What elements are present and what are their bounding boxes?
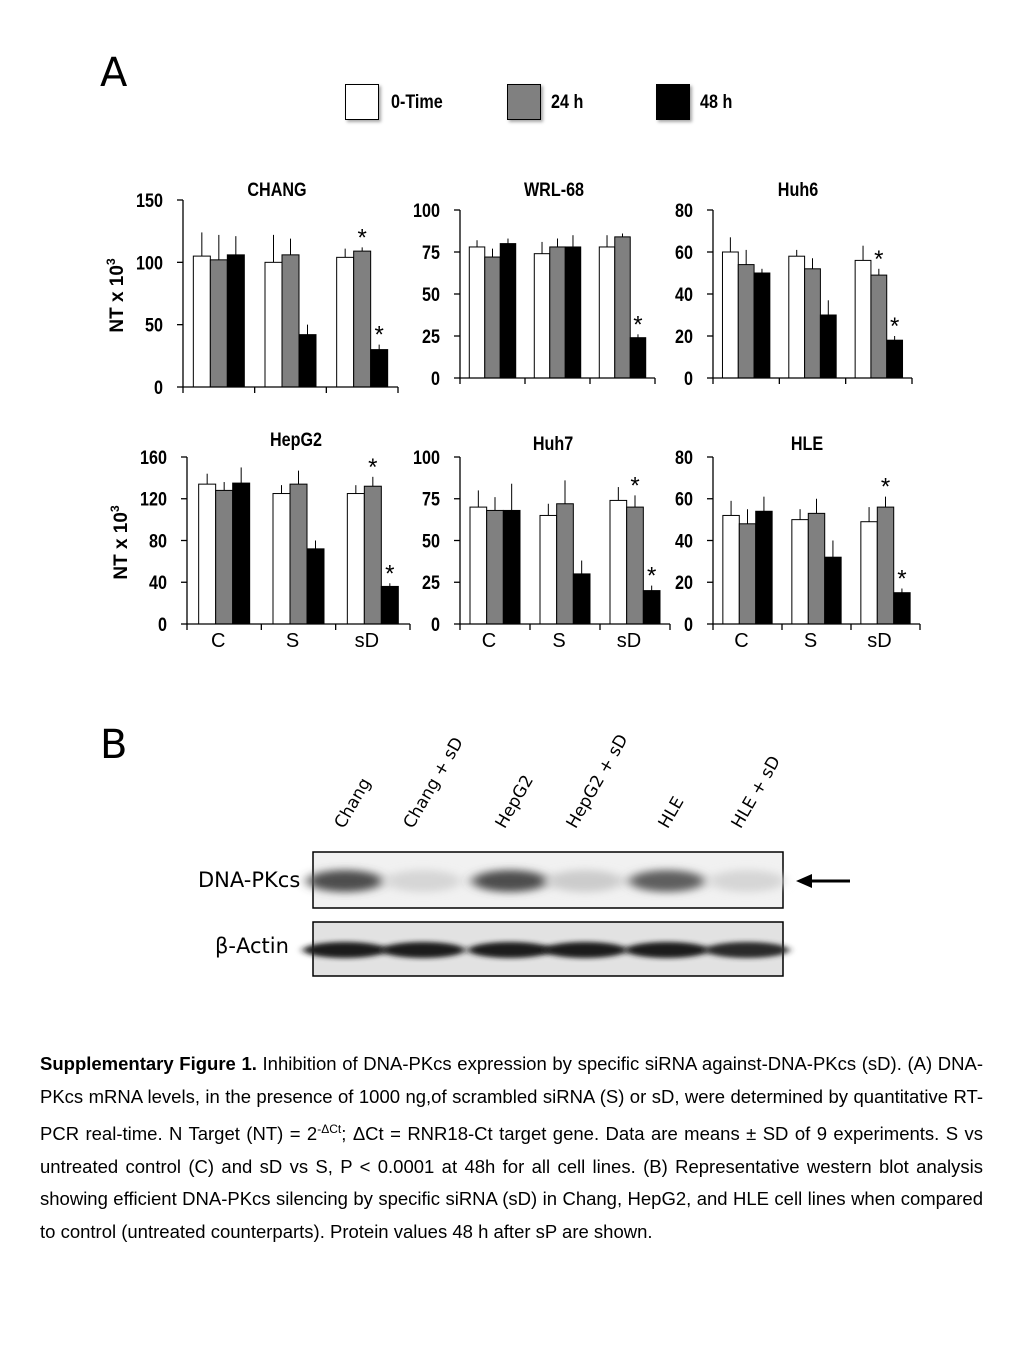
bar (871, 275, 887, 378)
panel-letter-a: A (100, 50, 128, 96)
bar (265, 262, 282, 387)
blot-band-dnapkcs (629, 870, 705, 892)
bar (808, 513, 824, 624)
bar (565, 247, 580, 378)
chart-3 (108, 429, 410, 652)
bar (290, 484, 307, 624)
blot-band-actin (381, 942, 465, 958)
bar (233, 483, 250, 624)
legend-label-0time: 0-Time (391, 92, 443, 113)
bar (469, 247, 484, 378)
y-tick-label: 100 (413, 199, 440, 222)
significance-marker: * (646, 562, 657, 590)
chart-title: Huh7 (532, 432, 574, 455)
bar (470, 507, 487, 624)
y-tick-label: 60 (675, 241, 693, 264)
bar (381, 586, 398, 624)
chart-title: Huh6 (777, 178, 819, 201)
bar (337, 257, 354, 387)
significance-marker: * (889, 313, 900, 340)
y-tick-label: 40 (675, 283, 693, 306)
bar (193, 256, 210, 387)
blot-band-dnapkcs (307, 870, 383, 892)
bar (789, 256, 805, 378)
bar (500, 244, 515, 378)
y-tick-label: 75 (422, 488, 440, 511)
x-tick-label: S (803, 630, 818, 652)
blot-band-actin (705, 942, 789, 958)
significance-marker: * (374, 321, 384, 349)
panel-letter-b: B (100, 722, 128, 768)
bar (487, 510, 504, 624)
x-tick-label: C (734, 630, 749, 652)
blot-lane-label: HLE + sD (727, 752, 785, 832)
chart-title: WRL-68 (523, 178, 585, 201)
blot-row-label-dnapkcs: DNA-PKcs (198, 868, 301, 892)
chart-2 (675, 179, 912, 390)
bar (754, 273, 770, 378)
y-tick-label: 120 (140, 488, 167, 511)
bar (610, 500, 627, 624)
y-tick-label: 80 (675, 199, 693, 222)
bar (299, 335, 316, 387)
bar (371, 350, 388, 387)
blot-lane-label: HepG2 (491, 771, 539, 832)
y-tick-label: 20 (675, 325, 693, 348)
y-axis-label: NT x $10^3$ (108, 505, 132, 580)
chart-0 (104, 179, 398, 399)
y-tick-label: 0 (431, 367, 440, 390)
bar (354, 251, 371, 387)
blot-lane-label: Chang + sD (399, 733, 468, 832)
legend-label-24h: 24 h (551, 92, 584, 113)
x-tick-label: C (481, 630, 497, 652)
bar (534, 254, 549, 378)
bar (216, 490, 233, 624)
significance-marker: * (368, 453, 378, 481)
bar (550, 247, 565, 378)
bar (643, 591, 660, 624)
blot-band-dnapkcs (709, 870, 785, 892)
bar (887, 340, 903, 378)
blot-band-dnapkcs (547, 870, 623, 892)
bar (485, 257, 500, 378)
bar (723, 515, 739, 624)
x-tick-label: S (285, 630, 300, 652)
blot-lane-label: HepG2 + sD (562, 731, 633, 832)
x-tick-label: sD (616, 630, 642, 652)
bar (615, 237, 630, 378)
y-tick-label: 25 (422, 325, 440, 348)
legend-label-48h: 48 h (700, 92, 733, 113)
bar (894, 593, 910, 624)
bar (630, 338, 645, 378)
caption-text-2: ; ΔCt = RNR18-Ct target gene. Data are means ± SD of 9 experiments. S vs untreated control (C) and sD vs S, P < 0.0001 at 48h for all cell lines. (B) Representative western blot analysis showing efficient DNA-PKcs silencing by specific siRNA (sD) in Chang, HepG2, and HLE cell lines when compared to control (untreated counterparts). Protein values 48 h after sP are shown. (40, 1123, 984, 1242)
bar (227, 255, 244, 387)
chart-5 (675, 433, 920, 652)
bar (557, 504, 574, 624)
blot-lane-label: HLE (654, 793, 689, 832)
x-tick-label: sD (354, 630, 380, 652)
significance-marker: * (897, 565, 907, 593)
blot-band-dnapkcs (385, 870, 461, 892)
bar (805, 269, 821, 378)
blot-band-actin (543, 942, 627, 958)
western-blot (0, 845, 1024, 1005)
y-tick-label: 50 (422, 283, 440, 306)
bar (307, 549, 324, 624)
y-tick-label: 100 (413, 446, 440, 469)
y-axis-label: NT x $10^3$ (104, 258, 128, 333)
significance-marker: * (630, 472, 640, 500)
bar (347, 494, 364, 624)
x-tick-label: C (210, 630, 226, 652)
bar (210, 260, 227, 387)
significance-marker: * (385, 560, 395, 588)
y-tick-label: 25 (422, 572, 440, 594)
blot-band-dnapkcs (472, 870, 548, 892)
significance-marker: * (880, 473, 891, 501)
caption-text-1: Inhibition of DNA-PKcs expression by specific siRNA against-DNA-PKcs (sD). (A) DNA-PKcs mRNA levels, in the presence of 1000 ng,of scrambled siRNA (S) or sD, were determined by quantitative RT-PCR real-time. N Target (NT) = 2 (40, 1053, 983, 1145)
chart-title: CHANG (247, 178, 307, 201)
bar (573, 574, 590, 624)
blot-row-label-actin: β-Actin (215, 934, 289, 958)
bar (599, 247, 614, 378)
bar (282, 255, 299, 387)
x-tick-label: S (552, 630, 566, 652)
bar (739, 524, 755, 624)
bar (825, 557, 841, 624)
bar (855, 260, 871, 378)
chart-4 (413, 433, 670, 652)
significance-marker: * (633, 311, 643, 339)
caption-superscript: -ΔCt (317, 1122, 342, 1136)
y-tick-label: 100 (136, 252, 163, 274)
bar (503, 510, 520, 624)
bar (861, 522, 877, 624)
arrow-icon (796, 874, 850, 888)
y-tick-label: 0 (684, 367, 693, 390)
significance-marker: * (874, 245, 884, 273)
chart-1 (413, 179, 655, 390)
bar (877, 507, 893, 624)
y-tick-label: 50 (422, 530, 440, 552)
bar (540, 515, 557, 624)
bar (364, 486, 381, 624)
y-tick-label: 40 (675, 530, 693, 552)
y-tick-label: 0 (684, 613, 693, 636)
y-tick-label: 150 (136, 189, 163, 212)
y-tick-label: 160 (140, 446, 167, 469)
bar (722, 252, 738, 378)
figure-caption (40, 1048, 983, 1248)
blot-band-actin (625, 942, 709, 958)
y-tick-label: 50 (145, 314, 163, 336)
y-tick-label: 0 (431, 613, 440, 636)
y-tick-label: 40 (149, 572, 167, 594)
caption-title: Supplementary Figure 1. (40, 1053, 257, 1074)
blot-band-actin (468, 942, 552, 958)
y-tick-label: 80 (149, 530, 167, 552)
chart-title: HepG2 (269, 428, 323, 451)
bar (199, 484, 216, 624)
y-axis-label-superscript: 3 (108, 505, 122, 513)
y-tick-label: 60 (675, 488, 693, 511)
x-tick-label: sD (867, 630, 892, 652)
y-tick-label: 0 (154, 376, 163, 399)
blot-band-actin (303, 942, 387, 958)
bar (820, 315, 836, 378)
bar (756, 511, 772, 624)
bar (627, 507, 644, 624)
y-tick-label: 80 (675, 446, 693, 469)
bar (273, 494, 290, 624)
chart-title: HLE (790, 432, 824, 455)
blot-lane-label: Chang (330, 774, 376, 832)
y-tick-label: 20 (675, 572, 693, 594)
bar (792, 520, 808, 624)
y-tick-label: 0 (158, 613, 167, 636)
y-tick-label: 75 (422, 241, 440, 264)
y-axis-label-superscript: 3 (104, 258, 118, 266)
bar (738, 265, 754, 378)
significance-marker: * (357, 224, 367, 252)
